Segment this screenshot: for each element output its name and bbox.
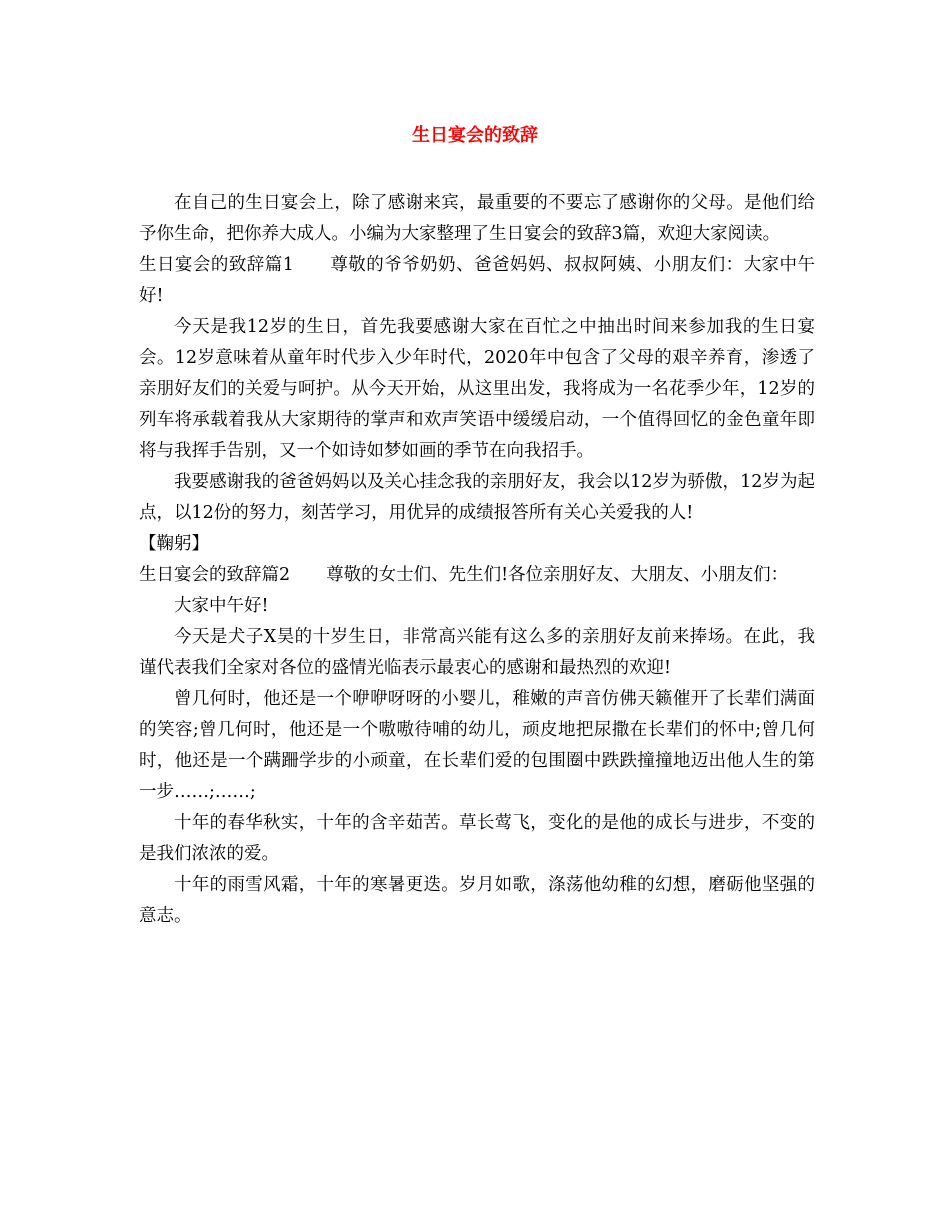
paragraph-intro: 在自己的生日宴会上，除了感谢来宾，最重要的不要忘了感谢你的父母。是他们给予你生命，把你养大成人。小编为大家整理了生日宴会的致辞3篇，欢迎大家阅读。 bbox=[139, 193, 815, 244]
speech2-salutation: 尊敬的女士们、先生们!各位亲朋好友、大朋友、小朋友们： bbox=[326, 565, 789, 585]
paragraph-bow: 【鞠躬】 bbox=[139, 534, 209, 554]
document-body bbox=[139, 188, 815, 932]
paragraph-speech2-body2: 曾几何时，他还是一个咿咿呀呀的小婴儿，稚嫩的声音仿佛天籁催开了长辈们满面的笑容;曾几何时，他还是一个嗷嗷待哺的幼儿，顽皮地把尿撒在长辈们的怀中;曾几何时，他还是一个蹒跚学步的小顽童，在长辈们爱的包围圈中跌跌撞撞地迈出他人生的第一步……;……; bbox=[139, 689, 815, 802]
paragraph-speech2-body3: 十年的春华秋实，十年的含辛茹苦。草长莺飞，变化的是他的成长与进步，不变的是我们浓浓的爱。 bbox=[139, 813, 815, 864]
paragraph-speech2-body4: 十年的雨雪风霜，十年的寒暑更迭。岁月如歌，涤荡他幼稚的幻想，磨砺他坚强的意志。 bbox=[139, 875, 815, 926]
paragraph-greeting: 大家中午好! bbox=[174, 596, 269, 616]
paragraph-speech1-opening bbox=[139, 250, 815, 312]
speech1-salutation: 尊敬的爷爷奶奶、爸爸妈妈、叔叔阿姨、小朋友们：大家中午好! bbox=[139, 255, 815, 306]
section-heading-speech1: 生日宴会的致辞篇1 bbox=[139, 255, 294, 275]
paragraph-speech2-opening bbox=[139, 560, 815, 591]
section-heading-speech2: 生日宴会的致辞篇2 bbox=[139, 565, 291, 585]
paragraph-speech2-body1: 今天是犬子X昊的十岁生日，非常高兴能有这么多的亲朋好友前来捧场。在此，我谨代表我们全家对各位的盛情光临表示最衷心的感谢和最热烈的欢迎! bbox=[139, 627, 815, 678]
paragraph-speech1-body2: 我要感谢我的爸爸妈妈以及关心挂念我的亲朋好友，我会以12岁为骄傲，12岁为起点，以12份的努力，刻苦学习，用优异的成绩报答所有关心关爱我的人! bbox=[139, 472, 815, 523]
document-title: 生日宴会的致辞 bbox=[412, 125, 538, 146]
paragraph-speech1-body1: 今天是我12岁的生日，首先我要感谢大家在百忙之中抽出时间来参加我的生日宴会。12岁意味着从童年时代步入少年时代，2020年中包含了父母的艰辛养育，渗透了亲朋好友们的关爱与呵护。从今天开始，从这里出发，我将成为一名花季少年，12岁的列车将承载着我从大家期待的掌声和欢声笑语中缓缓启动，一个值得回忆的金色童年即将与我挥手告别，又一个如诗如梦如画的季节在向我招手。 bbox=[139, 317, 815, 461]
